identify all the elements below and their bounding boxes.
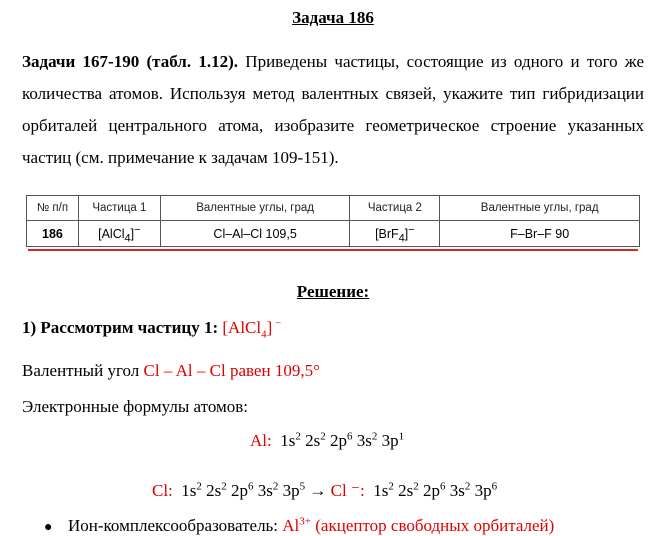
task-intro: [22, 46, 644, 174]
table-header-cell: Валентные углы, град: [160, 196, 350, 221]
cl-formula-line: [152, 481, 497, 501]
table-cell-num: 186: [27, 221, 79, 247]
al-formula: $1s^2$ $2s^2$ $2p^6$ $3s^2$ $3p^1$: [280, 430, 405, 450]
table-cell-angle1: Cl–Al–Cl 109,5: [160, 221, 350, 247]
cl-label: Cl:: [152, 481, 173, 500]
data-table: [26, 195, 640, 247]
electron-heading: Электронные формулы атомов:: [22, 397, 249, 416]
table-underline: [28, 249, 638, 251]
al-formula-line: [250, 431, 404, 451]
al-label: Al:: [250, 431, 272, 450]
table-cell-angle2: F–Br–F 90: [440, 221, 640, 247]
step1-line: [22, 317, 282, 341]
table-header-row: [27, 196, 640, 221]
table-row: [27, 221, 640, 247]
intro-text: Приведены частицы, состоящие из одного и того же количества атомов. Используя метод валентных связей, укажите тип гибридизации орбиталей центрального атома, изобразите геометрическое строение указанных частиц (см. примечание к задачам 109-151).: [22, 52, 644, 167]
task-title: Задача 186: [292, 8, 374, 27]
angle-line: Валентный угол Cl – Al – Cl равен 109,5°: [22, 361, 320, 380]
table-header-cell: Частица 1: [78, 196, 160, 221]
table-header-cell: Частица 2: [350, 196, 440, 221]
step1-label: 1) Рассмотрим частицу 1:: [22, 318, 223, 337]
table-cell-particle2: [BrF$_4$]−: [350, 221, 440, 247]
cl-ion-label: Cl ⁻:: [330, 481, 365, 500]
cl-ion-formula: $1s^2$ $2s^2$ $2p^6$ $3s^2$ $3p^6$: [373, 480, 498, 500]
intro-bold: Задачи 167-190 (табл. 1.12).: [22, 52, 239, 71]
arrow-icon: →: [305, 481, 331, 500]
bullet-icon: ●: [44, 520, 53, 535]
cl-formula: $1s^2$ $2s^2$ $2p^6$ $3s^2$ $3p^5$: [181, 480, 306, 500]
step1-formula: [AlCl$_4$] −: [222, 317, 282, 341]
table-header-cell: Валентные углы, град: [440, 196, 640, 221]
solution-title: Решение:: [296, 282, 370, 301]
table-header-cell: № п/п: [27, 196, 79, 221]
bullet-red: $Al^{3+}$ (акцептор свободных орбиталей): [282, 515, 555, 535]
angle-value: Cl – Al – Cl равен 109,5°: [143, 361, 320, 380]
table-cell-particle1: [AlCl$_4$]−: [78, 221, 160, 247]
bullet-line: Ион-комплексообразователь: $Al^{3+}$ (акцептор свободных орбиталей): [68, 515, 555, 535]
